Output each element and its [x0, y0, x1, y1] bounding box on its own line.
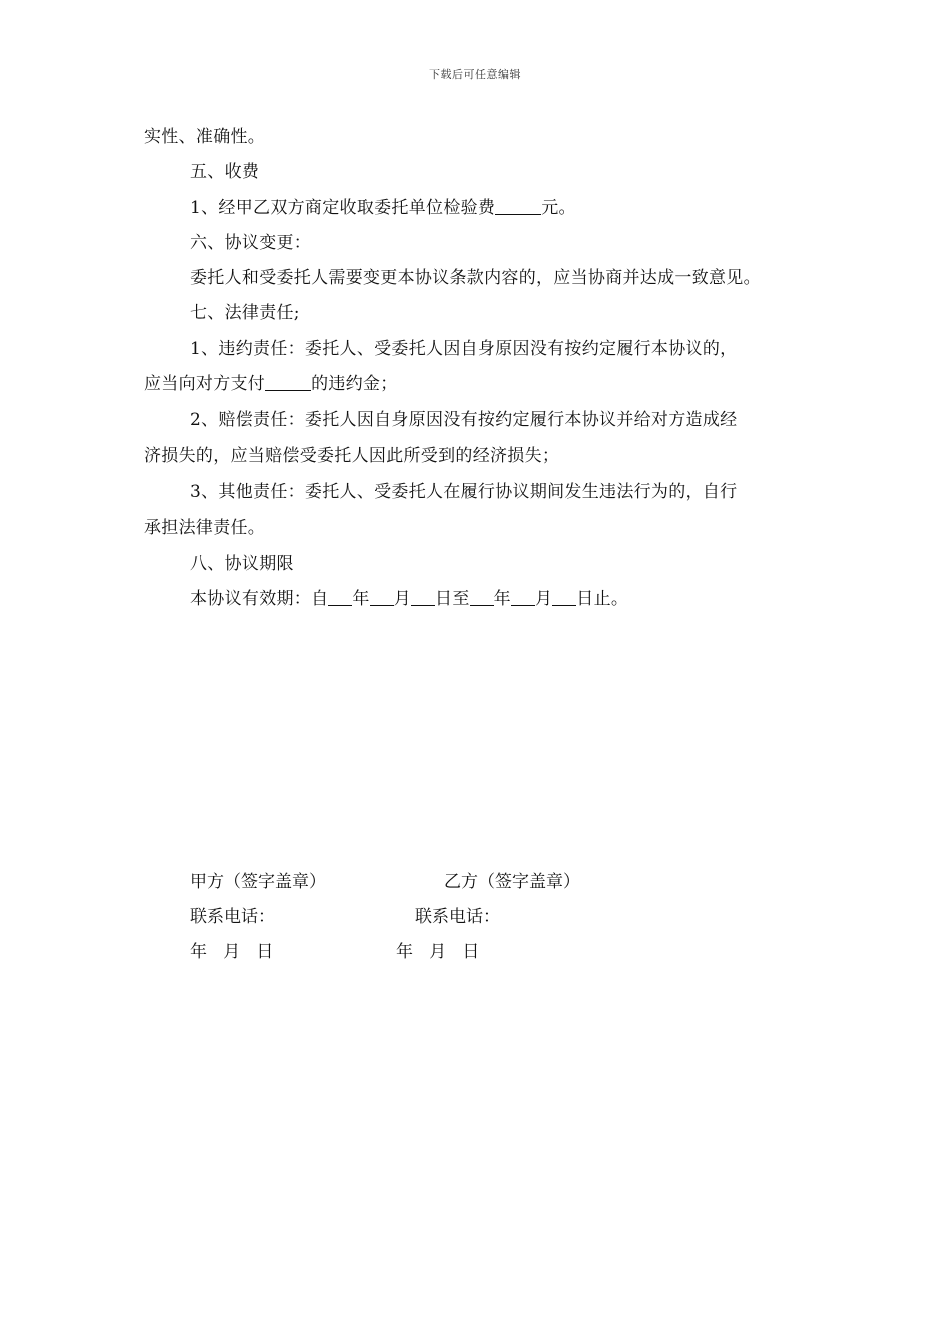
fee-clause	[190, 196, 576, 220]
day-to-label: 日至	[435, 589, 470, 609]
other-liability-line1: 3、其他责任：委托人、受委托人在履行协议期间发生违法行为的，自行	[190, 482, 738, 502]
compensation-clause-line2: 济损失的，应当赔偿受委托人因此所受到的经济损失；	[144, 446, 560, 466]
other-liability-line2: 承担法律责任。	[144, 518, 266, 538]
year-label: 年	[493, 589, 511, 609]
party-a-phone-label: 联系电话：	[190, 907, 275, 927]
section-heading-term: 八、协议期限	[190, 554, 294, 574]
compensation-clause-line1: 2、赔偿责任：委托人因自身原因没有按约定履行本协议并给对方造成经	[190, 410, 738, 430]
party-b-signature-label: 乙方（签字盖章）	[444, 872, 580, 892]
term-clause-text: 本协议有效期：自	[190, 589, 329, 609]
end-day-blank[interactable]	[552, 589, 576, 606]
party-b-date-label: 年 月 日	[396, 942, 480, 962]
month-label: 月	[534, 589, 553, 609]
end-month-blank[interactable]	[511, 589, 535, 606]
term-clause	[190, 587, 628, 611]
party-a-signature-label: 甲方（签字盖章）	[190, 872, 326, 892]
section-heading-liability: 七、法律责任;	[190, 303, 300, 323]
fee-clause-text: 1、经甲乙双方商定收取委托单位检验费	[190, 198, 496, 218]
month-label: 月	[393, 589, 412, 609]
section-heading-changes: 六、协议变更：	[190, 233, 312, 253]
breach-clause-line2	[144, 372, 398, 396]
start-year-blank[interactable]	[328, 589, 352, 606]
breach-clause-text: 应当向对方支付	[144, 374, 266, 394]
breach-clause-line1: 1、违约责任：委托人、受委托人因自身原因没有按约定履行本协议的，	[190, 339, 738, 359]
day-end-label: 日止。	[576, 589, 629, 609]
party-a-date-label: 年 月 日	[190, 942, 274, 962]
start-month-blank[interactable]	[370, 589, 394, 606]
paragraph-continuation: 实性、准确性。	[144, 127, 266, 147]
section-heading-fees: 五、收费	[190, 162, 260, 182]
page-header: 下载后可任意编辑	[429, 68, 521, 81]
changes-clause: 委托人和受委托人需要变更本协议条款内容的，应当协商并达成一致意见。	[190, 268, 761, 288]
party-b-phone-label: 联系电话：	[415, 907, 500, 927]
year-label: 年	[352, 589, 370, 609]
fee-clause-unit: 元。	[541, 198, 576, 218]
end-year-blank[interactable]	[470, 589, 494, 606]
penalty-amount-blank[interactable]	[265, 374, 311, 391]
breach-clause-tail: 的违约金；	[311, 374, 398, 394]
fee-amount-blank[interactable]	[495, 198, 541, 215]
start-day-blank[interactable]	[411, 589, 435, 606]
